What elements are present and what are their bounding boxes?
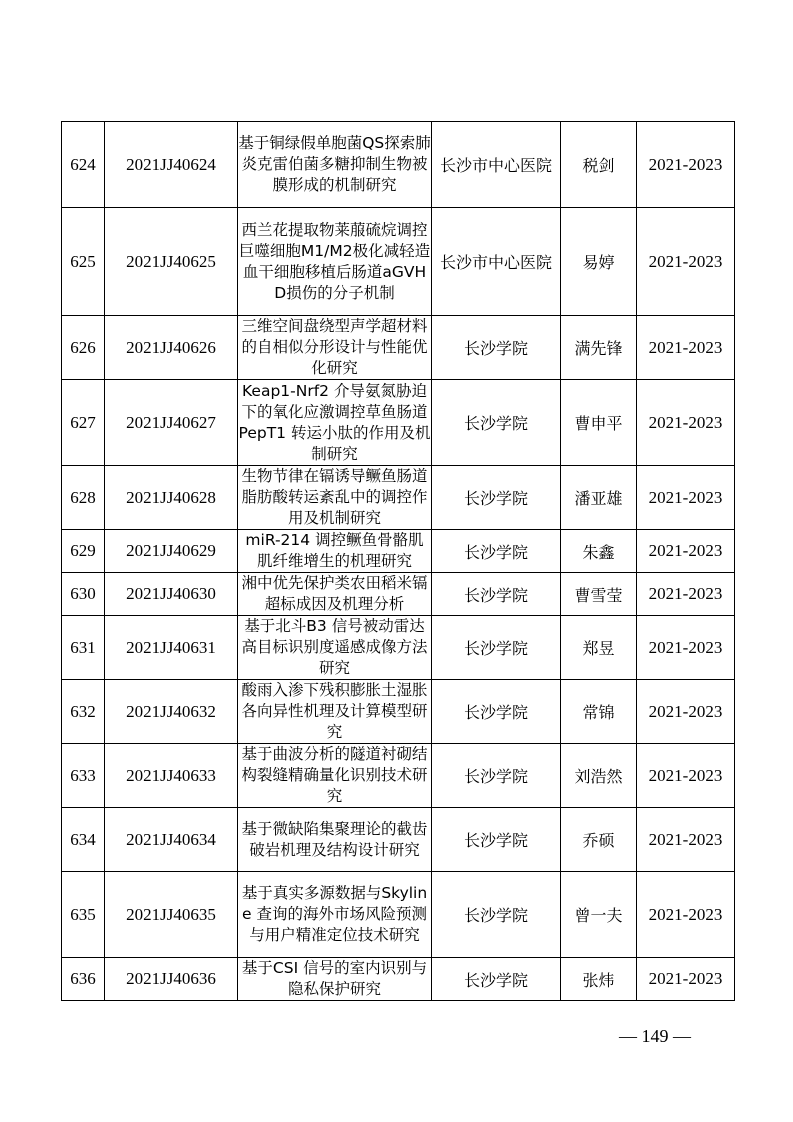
row-title: Keap1-Nrf2 介导氨氮胁迫下的氧化应激调控草鱼肠道PepT1 转运小肽的作用及机制研究 (238, 380, 432, 466)
row-unit: 长沙市中心医院 (432, 208, 561, 316)
row-period: 2021-2023 (637, 680, 735, 744)
row-person: 曹雪莹 (561, 573, 637, 616)
row-seq: 634 (62, 808, 105, 872)
row-period: 2021-2023 (637, 380, 735, 466)
row-title: 生物节律在镉诱导鳜鱼肠道脂肪酸转运紊乱中的调控作用及机制研究 (238, 466, 432, 530)
row-code: 2021JJ40629 (105, 530, 238, 573)
row-code: 2021JJ40632 (105, 680, 238, 744)
row-period: 2021-2023 (637, 573, 735, 616)
row-period: 2021-2023 (637, 744, 735, 808)
row-period: 2021-2023 (637, 208, 735, 316)
row-seq: 633 (62, 744, 105, 808)
row-title: miR-214 调控鳜鱼骨骼肌肌纤维增生的机理研究 (238, 530, 432, 573)
row-title: 基于微缺陷集聚理论的截齿破岩机理及结构设计研究 (238, 808, 432, 872)
row-person: 潘亚雄 (561, 466, 637, 530)
row-person: 曹申平 (561, 380, 637, 466)
row-title: 湘中优先保护类农田稻米镉超标成因及机理分析 (238, 573, 432, 616)
row-title: 西兰花提取物莱菔硫烷调控巨噬细胞M1/M2极化减轻造血干细胞移植后肠道aGVHD损伤的分子机制 (238, 208, 432, 316)
row-code: 2021JJ40636 (105, 958, 238, 1001)
row-title: 基于曲波分析的隧道衬砌结构裂缝精确量化识别技术研究 (238, 744, 432, 808)
row-person: 郑昱 (561, 616, 637, 680)
row-period: 2021-2023 (637, 616, 735, 680)
row-seq: 630 (62, 573, 105, 616)
row-unit: 长沙学院 (432, 680, 561, 744)
row-person: 朱鑫 (561, 530, 637, 573)
row-person: 满先锋 (561, 316, 637, 380)
row-person: 张炜 (561, 958, 637, 1001)
table-row (62, 122, 735, 208)
row-unit: 长沙学院 (432, 573, 561, 616)
row-unit: 长沙学院 (432, 958, 561, 1001)
row-period: 2021-2023 (637, 530, 735, 573)
row-seq: 631 (62, 616, 105, 680)
table-row (62, 466, 735, 530)
row-title: 基于真实多源数据与Skyline 查询的海外市场风险预测与用户精准定位技术研究 (238, 872, 432, 958)
row-code: 2021JJ40627 (105, 380, 238, 466)
row-code: 2021JJ40633 (105, 744, 238, 808)
row-person: 曾一夫 (561, 872, 637, 958)
table-row (62, 958, 735, 1001)
row-code: 2021JJ40634 (105, 808, 238, 872)
row-period: 2021-2023 (637, 808, 735, 872)
table-row (62, 680, 735, 744)
row-unit: 长沙市中心医院 (432, 122, 561, 208)
row-code: 2021JJ40631 (105, 616, 238, 680)
row-period: 2021-2023 (637, 958, 735, 1001)
row-unit: 长沙学院 (432, 808, 561, 872)
row-code: 2021JJ40626 (105, 316, 238, 380)
table-row (62, 208, 735, 316)
table-row (62, 808, 735, 872)
row-seq: 635 (62, 872, 105, 958)
row-unit: 长沙学院 (432, 872, 561, 958)
row-title: 基于北斗B3 信号被动雷达高目标识别度遥感成像方法研究 (238, 616, 432, 680)
row-person: 税剑 (561, 122, 637, 208)
row-unit: 长沙学院 (432, 316, 561, 380)
table-row (62, 530, 735, 573)
row-seq: 632 (62, 680, 105, 744)
row-title: 基于铜绿假单胞菌QS探索肺炎克雷伯菌多糖抑制生物被膜形成的机制研究 (238, 122, 432, 208)
table-row (62, 380, 735, 466)
row-seq: 625 (62, 208, 105, 316)
row-period: 2021-2023 (637, 872, 735, 958)
row-unit: 长沙学院 (432, 380, 561, 466)
row-seq: 628 (62, 466, 105, 530)
row-seq: 626 (62, 316, 105, 380)
row-unit: 长沙学院 (432, 530, 561, 573)
row-seq: 636 (62, 958, 105, 1001)
page-number: — 149 — (619, 1026, 691, 1046)
row-unit: 长沙学院 (432, 466, 561, 530)
row-title: 三维空间盘绕型声学超材料的自相似分形设计与性能优化研究 (238, 316, 432, 380)
table-row (62, 872, 735, 958)
table-row (62, 573, 735, 616)
row-person: 乔硕 (561, 808, 637, 872)
row-title: 基于CSI 信号的室内识别与隐私保护研究 (238, 958, 432, 1001)
row-person: 常锦 (561, 680, 637, 744)
row-person: 刘浩然 (561, 744, 637, 808)
row-period: 2021-2023 (637, 316, 735, 380)
row-seq: 629 (62, 530, 105, 573)
row-code: 2021JJ40635 (105, 872, 238, 958)
row-seq: 627 (62, 380, 105, 466)
row-unit: 长沙学院 (432, 744, 561, 808)
row-code: 2021JJ40625 (105, 208, 238, 316)
row-code: 2021JJ40630 (105, 573, 238, 616)
row-seq: 624 (62, 122, 105, 208)
row-period: 2021-2023 (637, 466, 735, 530)
project-table (61, 121, 735, 1001)
row-person: 易婷 (561, 208, 637, 316)
table-row (62, 316, 735, 380)
table-row (62, 744, 735, 808)
row-title: 酸雨入渗下残积膨胀土湿胀各向异性机理及计算模型研究 (238, 680, 432, 744)
row-code: 2021JJ40624 (105, 122, 238, 208)
table-row (62, 616, 735, 680)
row-code: 2021JJ40628 (105, 466, 238, 530)
row-unit: 长沙学院 (432, 616, 561, 680)
row-period: 2021-2023 (637, 122, 735, 208)
